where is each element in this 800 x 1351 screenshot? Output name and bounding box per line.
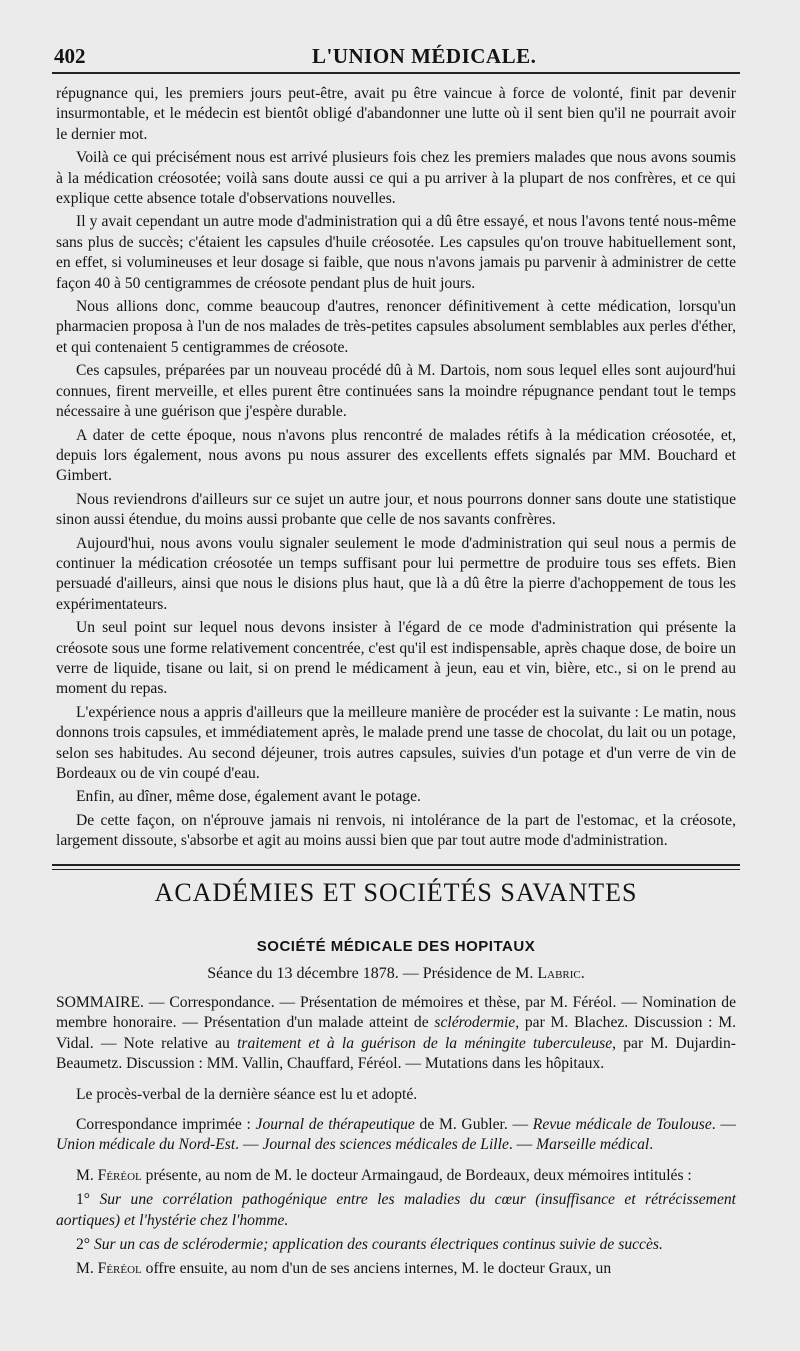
speaker-name: M. Féréol (76, 1166, 142, 1184)
summary (56, 993, 736, 1075)
paragraph: Nous reviendrons d'ailleurs sur ce sujet un autre jour, et nous pourrons donner sans doute une statistique sinon aussi étendue, du moins aussi probante que celle de nos savants confrères. (56, 490, 736, 529)
paragraph: A dater de cette époque, nous n'avons plus rencontré de malades rétifs à la médication créosotée, et, depuis lors également, nous avons pu nous assurer des excellents effets signalés par MM. Bouchard et Gimbert. (56, 426, 736, 485)
paragraph: Il y avait cependant un autre mode d'administration qui a dû être essayé, et nous l'avons tenté nous-même sans plus de succès; c'étaient les capsules d'huile créosotée. Les capsules qu'on trouve habituellement sont, en effet, si volumineuses et leur dosage si faible, que nous n'avons jamais pu parvenir à administrer de cette façon 40 à 50 centigrammes de créosote pendant plus de huit jours. (56, 213, 736, 292)
paragraph: De cette façon, on n'éprouve jamais ni renvois, ni intolérance de la part de l'estomac, et la créosote, largement dissoute, s'absorbe et agit au moins aussi bien que par tout autre mode d'administration. (56, 811, 736, 850)
memoir-title: Sur une corrélation pathogénique entre les maladies du cœur (insuffisance et rétrécissement aortiques) et l'hystérie chez l'homme. (56, 1191, 736, 1229)
section-rule-bottom (52, 869, 740, 870)
memoir-item (56, 1235, 736, 1255)
paragraph: Nous allions donc, comme beaucoup d'autres, renoncer définitivement à cette médication, lorsqu'un pharmacien proposa à l'un de nos malades de très-petites capsules absolument semblables aux perles d'éther, et qui contenaient 5 centigrammes de créosote. (56, 298, 736, 356)
memoir-number: 1° (76, 1191, 100, 1209)
president-name: Labric (537, 965, 581, 982)
article-body (56, 84, 736, 855)
correspondence-text: . (649, 1136, 654, 1154)
summary-label: SOMMAIRE. (56, 994, 144, 1011)
page-number: 402 (54, 44, 86, 68)
summary-text: — Correspondance. — Présentation de mémoires et thèse, par M. Féréol. — Nomination de membre honoraire. — Présentation d'un malade atteint de (56, 994, 736, 1032)
session-line (56, 965, 736, 983)
journal-title: L'UNION MÉDICALE. (312, 44, 537, 68)
presentation (56, 1166, 736, 1186)
journal-ref: Journal de thérapeutique (255, 1116, 415, 1134)
correspondence-text: . — (508, 1136, 537, 1154)
memoir-title: Sur un cas de sclérodermie; application des courants électriques continus suivie de succès. (93, 1236, 663, 1254)
paragraph: Ces capsules, préparées par un nouveau procédé dû à M. Dartois, nom sous lequel elles sont aujourd'hui connues, firent merveille, et elles purent être continuées sans la moindre répugnance pendant tout le temps nécessaire à une guérison que j'espère durable. (56, 362, 736, 421)
summary-text: , par M. Dujardin-Beaumetz. Discussion : MM. Vallin, Chauffard, Féréol. — Mutations dans les hôpitaux. (56, 1034, 736, 1073)
section-heading: ACADÉMIES ET SOCIÉTÉS SAVANTES (154, 878, 638, 907)
paragraph: Voilà ce qui précisément nous est arrivé plusieurs fois chez les premiers malades que nous avons soumis à la médication créosotée; voilà sans doute aussi ce qui a pu arriver à la plupart de nos confrères, et ce qui explique cette absence totale d'observations nouvelles. (56, 149, 736, 208)
memoir-number: 2° (76, 1236, 94, 1254)
correspondence-text: . — (711, 1116, 736, 1134)
journal-ref: Union médicale du Nord-Est (56, 1136, 236, 1154)
paragraph: Un seul point sur lequel nous devons insister à l'égard de ce mode d'administration qui présente la créosote sous une forme relativement concentrée, c'est qu'il est indispensable, après chaque dose, de boire un verre de liquide, tisane ou lait, si on prend le médicament à jeun, eau et vin, bière, etc., si on le prend au moment du repas. (56, 619, 736, 698)
correspondence-text: . — (235, 1136, 263, 1154)
correspondence (56, 1115, 736, 1156)
society-title: SOCIÉTÉ MÉDICALE DES HOPITAUX (256, 938, 536, 955)
summary-italic: traitement et à la guérison de la méningite tuberculeuse (237, 1034, 613, 1052)
journal-ref: Revue médicale de Toulouse (532, 1116, 712, 1134)
session-text: Séance du 13 décembre 1878. — Présidence de M. (207, 965, 538, 982)
header-rule (52, 72, 740, 74)
session-end: . (580, 965, 585, 982)
last-paragraph-text: offre ensuite, au nom d'un de ses anciens internes, M. le docteur Graux, un (141, 1260, 612, 1278)
paragraph: Enfin, au dîner, même dose, également avant le potage. (76, 788, 421, 806)
presentation-text: présente, au nom de M. le docteur Armaingaud, de Bordeaux, deux mémoires intitulés : (141, 1166, 692, 1184)
last-paragraph (56, 1259, 736, 1279)
paragraph: répugnance qui, les premiers jours peut-être, avait pu être vaincue à force de volonté, finit par devenir insurmontable, et le médecin est bientôt obligé d'abandonner une lutte où il sent bien qu'il ne pourrait avoir le dernier mot. (56, 85, 736, 143)
section-rule-top (52, 864, 740, 866)
correspondence-text: de M. Gubler. — (414, 1116, 533, 1134)
minutes: Le procès-verbal de la dernière séance est lu et adopté. (76, 1085, 418, 1103)
speaker-name: M. Féréol (76, 1260, 142, 1278)
paragraph: L'expérience nous a appris d'ailleurs que la meilleure manière de procéder est la suivante : Le matin, nous donnons trois capsules, et immédiatement après, le malade prend une tasse de chocolat, du lait ou un potage, selon ses habitudes. Au second déjeuner, trois autres capsules, suivies d'un potage et d'un verre de vin de Bordeaux ou de vin coupé d'eau. (56, 703, 736, 782)
summary-italic: sclérodermie (434, 1014, 516, 1032)
memoir-item (56, 1190, 736, 1231)
proceedings (56, 993, 736, 1290)
page-header (54, 40, 738, 74)
correspondence-label: Correspondance imprimée : (76, 1116, 256, 1134)
journal-ref: Marseille médical (536, 1136, 650, 1154)
summary-text: , par M. Blachez. Discussion : M. Vidal. — Note relative au (56, 1014, 737, 1052)
paragraph: Aujourd'hui, nous avons voulu signaler seulement le mode d'administration qui seul nous a permis de continuer la médication créosotée un temps suffisant pour lui permettre de produire tous ses effets. Bien persuadé d'ailleurs, ainsi que nous le disions plus haut, que là a dû être la pierre d'achoppement de tous les expérimentateurs. (56, 534, 736, 613)
journal-ref: Journal des sciences médicales de Lille (262, 1136, 509, 1154)
